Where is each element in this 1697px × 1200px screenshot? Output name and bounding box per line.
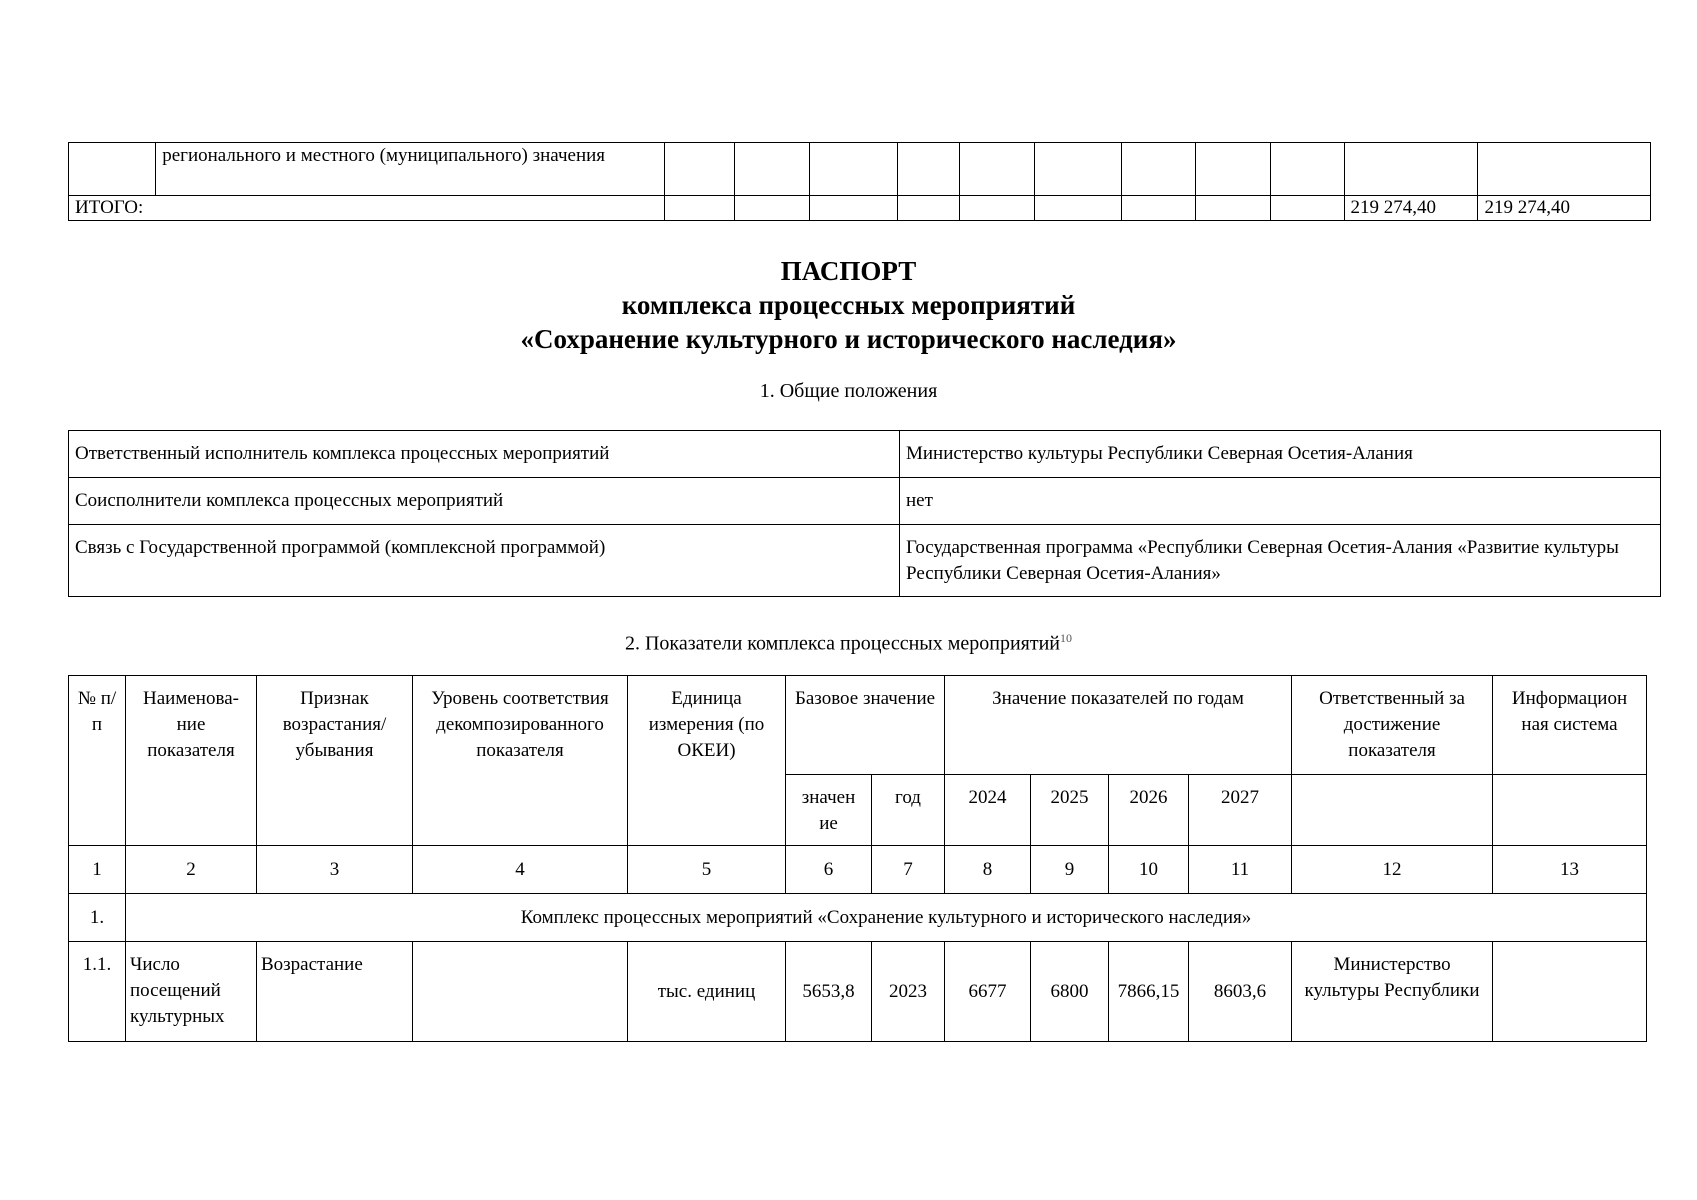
indicator-name: Число посещений культурных	[126, 942, 257, 1042]
field-value: Министерство культуры Республики Северная Осетия-Алания	[900, 431, 1661, 478]
header-base: Базовое значение	[786, 676, 945, 775]
passport-subtitle: комплекса процессных мероприятий	[621, 290, 1076, 320]
value-2024: 6677	[945, 942, 1031, 1042]
column-number: 10	[1109, 846, 1189, 894]
total-value: 219 274,40	[1478, 196, 1651, 221]
column-number: 5	[628, 846, 786, 894]
table-row	[69, 143, 1651, 196]
passport-program-name: «Сохранение культурного и исторического наследия»	[520, 324, 1177, 354]
section-heading-indicators: 2. Показатели комплекса процессных мероприятий$^{10}$	[624, 631, 1072, 655]
header-sign: Признак возрастания/ убывания	[257, 676, 413, 846]
indicators-table	[68, 675, 1647, 1042]
field-label: Соисполнители комплекса процессных мероприятий	[69, 478, 900, 525]
column-number: 6	[786, 846, 872, 894]
header-year: 2025	[1031, 775, 1109, 846]
column-number: 8	[945, 846, 1031, 894]
column-number: 9	[1031, 846, 1109, 894]
section-heading-general: 1. Общие положения	[759, 380, 938, 402]
header-base-value: значен ие	[786, 775, 872, 846]
row-label: регионального и местного (муниципального) значения	[156, 143, 665, 196]
field-value: Государственная программа «Республики Северная Осетия-Алания «Развитие культуры Республики Северная Осетия-Алания»	[900, 525, 1661, 597]
group-title: Комплекс процессных мероприятий «Сохранение культурного и исторического наследия»	[126, 894, 1647, 942]
responsible-org: Министерство культуры Республики	[1292, 942, 1493, 1042]
field-value: нет	[900, 478, 1661, 525]
header-responsible: Ответственный за достижение показателя	[1292, 676, 1493, 775]
indicator-unit: тыс. единиц	[628, 942, 786, 1042]
general-provisions-table	[68, 430, 1661, 597]
header-level: Уровень соответствия декомпозированного показателя	[413, 676, 628, 846]
table-row	[69, 431, 1661, 478]
column-number: 7	[872, 846, 945, 894]
header-year: 2027	[1189, 775, 1292, 846]
table-row	[69, 525, 1661, 597]
row-number: 1.1.	[69, 942, 126, 1042]
column-number: 13	[1493, 846, 1647, 894]
header-base-year: год	[872, 775, 945, 846]
header-name: Наименова-ние показателя	[126, 676, 257, 846]
header-unit: Единица измерения (по ОКЕИ)	[628, 676, 786, 846]
column-number: 3	[257, 846, 413, 894]
indicator-level	[413, 942, 628, 1042]
base-value: 5653,8	[786, 942, 872, 1042]
header-year: 2026	[1109, 775, 1189, 846]
value-2025: 6800	[1031, 942, 1109, 1042]
column-number: 1	[69, 846, 126, 894]
footnote-marker: 10	[1060, 631, 1072, 645]
group-number: 1.	[69, 894, 126, 942]
indicator-sign: Возрастание	[257, 942, 413, 1042]
header-row	[69, 676, 1647, 775]
passport-title: ПАСПОРТ	[780, 256, 917, 286]
field-label: Связь с Государственной программой (комплексной программой)	[69, 525, 900, 597]
info-system	[1493, 942, 1647, 1042]
base-year: 2023	[872, 942, 945, 1042]
group-row	[69, 894, 1647, 942]
column-number: 12	[1292, 846, 1493, 894]
header-year: 2024	[945, 775, 1031, 846]
total-label: ИТОГО:	[69, 196, 665, 221]
header-infosys: Информацион ная система	[1493, 676, 1647, 775]
column-number: 11	[1189, 846, 1292, 894]
column-number-row	[69, 846, 1647, 894]
header-num: № п/п	[69, 676, 126, 846]
total-value: 219 274,40	[1344, 196, 1478, 221]
column-number: 2	[126, 846, 257, 894]
table-row	[69, 942, 1647, 1042]
value-2027: 8603,6	[1189, 942, 1292, 1042]
table-row	[69, 478, 1661, 525]
field-label: Ответственный исполнитель комплекса процессных мероприятий	[69, 431, 900, 478]
value-2026: 7866,15	[1109, 942, 1189, 1042]
column-number: 4	[413, 846, 628, 894]
header-values-by-year: Значение показателей по годам	[945, 676, 1292, 775]
total-row	[69, 196, 1651, 221]
budget-table-continuation	[68, 142, 1651, 221]
